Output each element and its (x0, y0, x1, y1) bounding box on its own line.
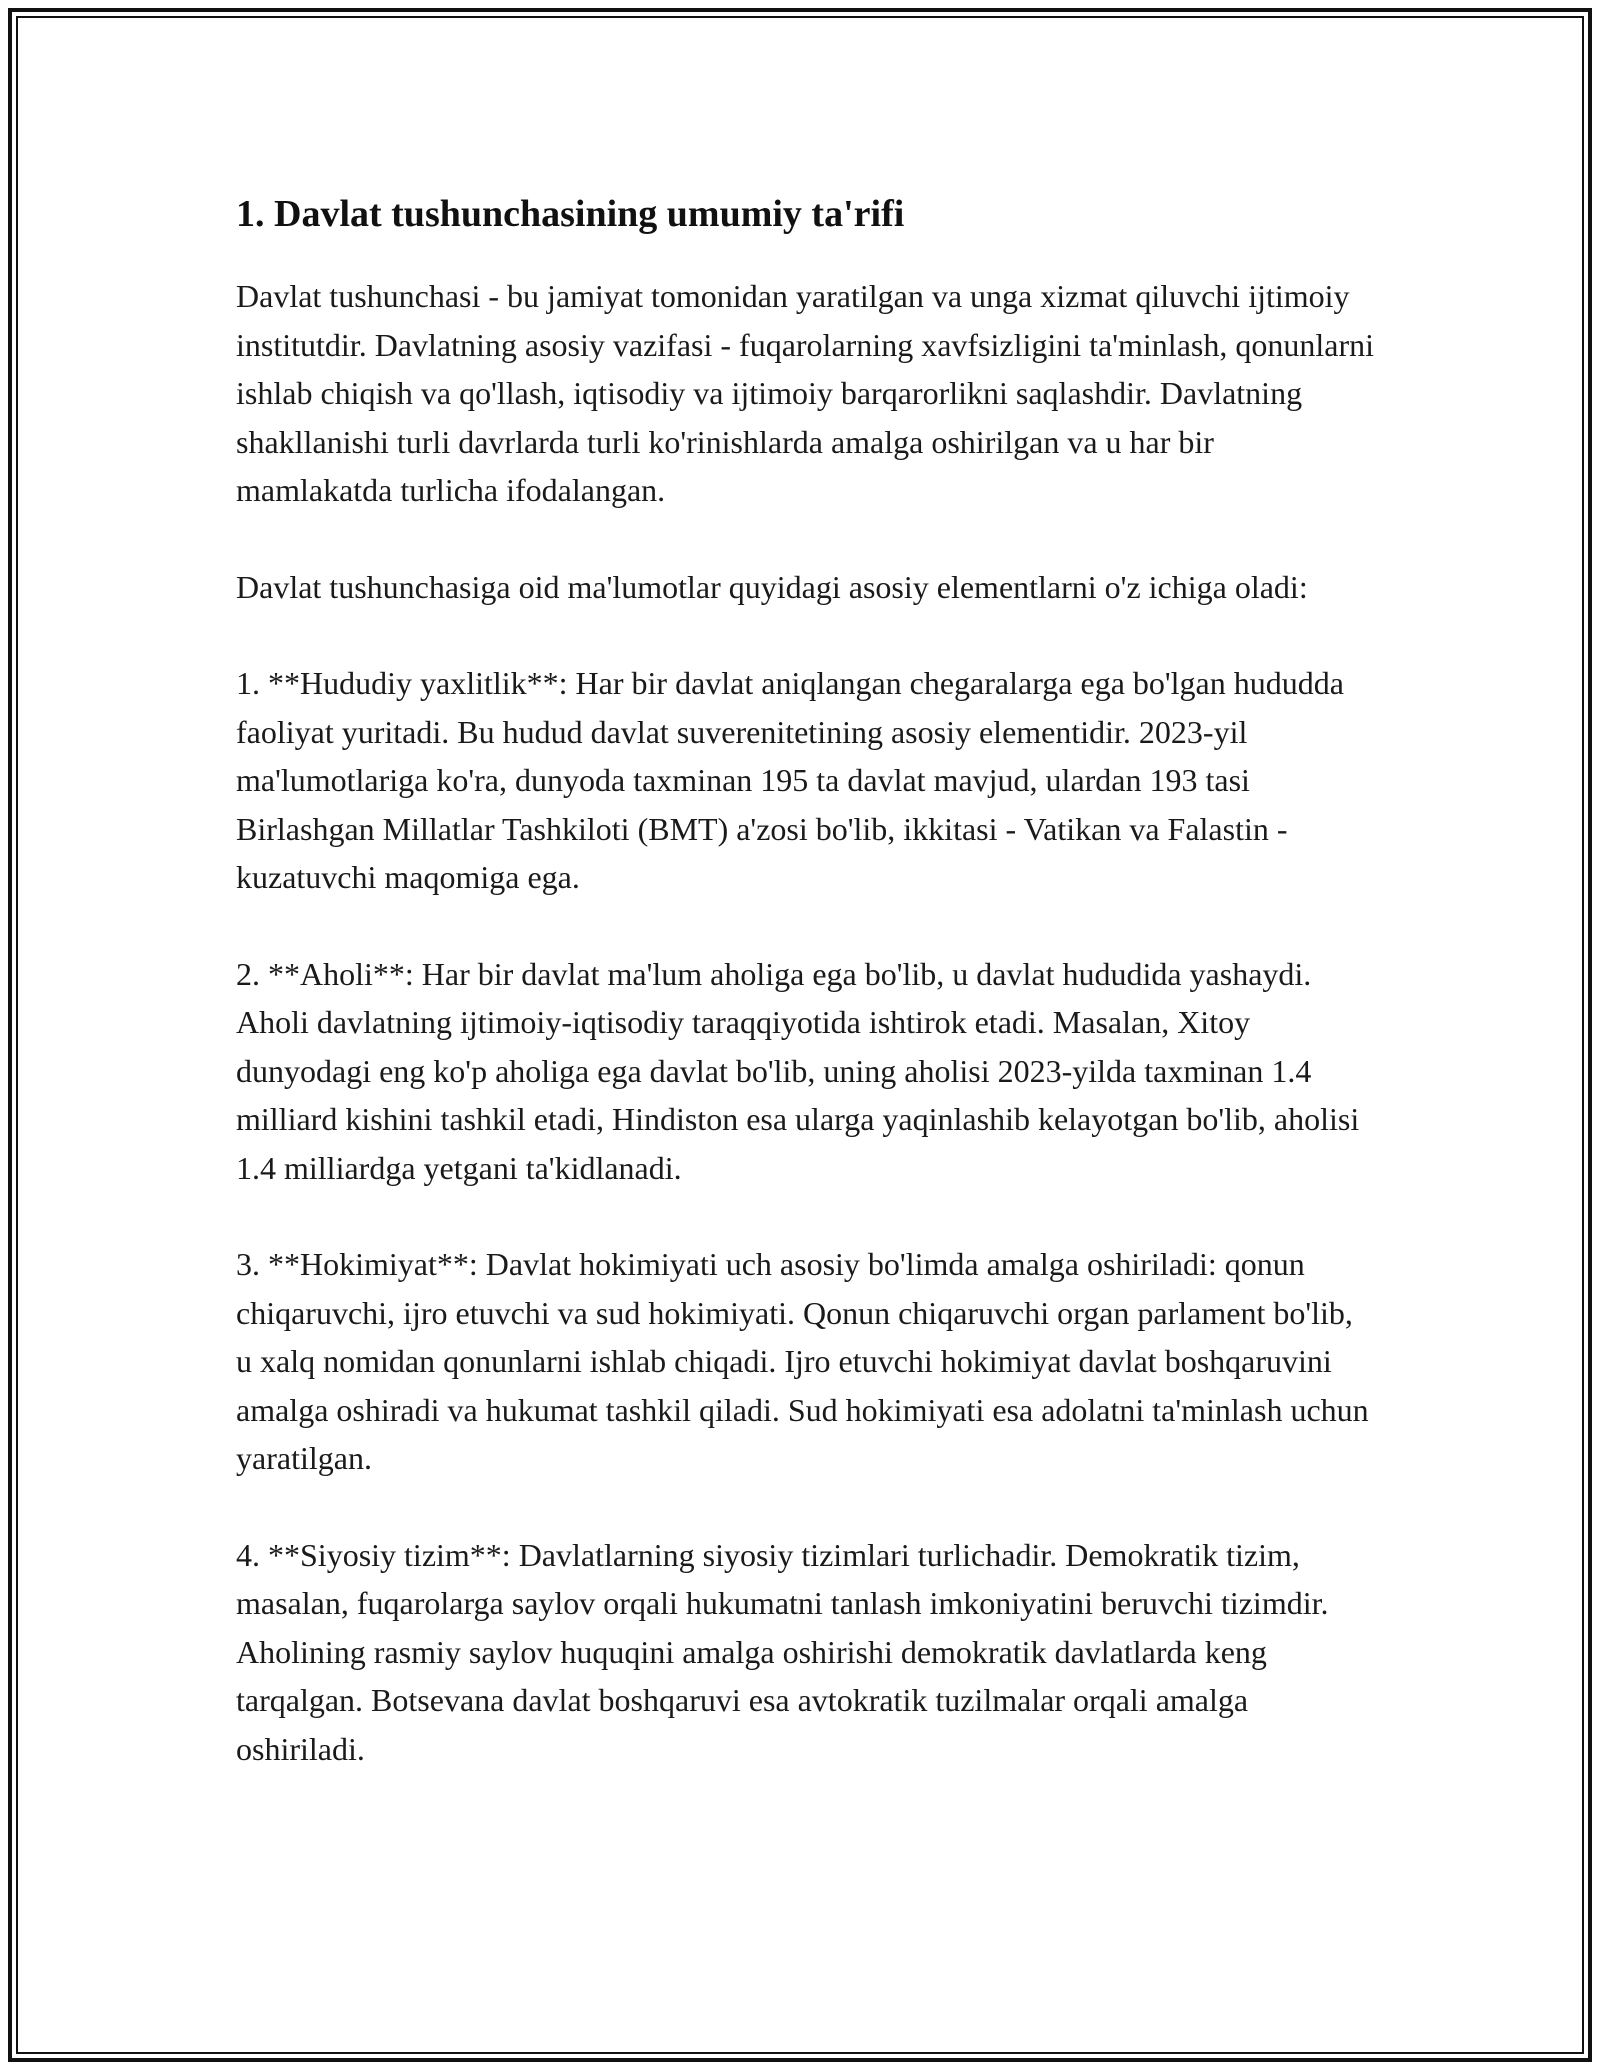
document-body (236, 188, 1376, 1821)
intro-paragraph: Davlat tushunchasi - bu jamiyat tomonidan yaratilgan va unga xizmat qiluvchi ijtimoiy institutdir. Davlatning asosiy vazifasi - fuqarolarning xavfsizligini ta'minlash, qonunlarni ishlab chiqish va qo'llash, iqtisodiy va ijtimoiy barqarorlikni saqlashdir. Davlatning shakllanishi turli davrlarda turli ko'rinishlarda amalga oshirilgan va u har bir mamlakatda turlicha ifodalangan. (236, 278, 1374, 508)
list-item-territory: 1. **Hududiy yaxlitlik**: Har bir davlat aniqlangan chegaralarga ega bo'lgan hududda faoliyat yuritadi. Bu hudud davlat suverenitetining asosiy elementidir. 2023-yil ma'lumotlariga ko'ra, dunyoda taxminan 195 ta davlat mavjud, ulardan 193 tasi Birlashgan Millatlar Tashkiloti (BMT) a'zosi bo'lib, ikkitasi - Vatikan va Falastin - kuzatuvchi maqomiga ega. (236, 665, 1344, 895)
list-item-population: 2. **Aholi**: Har bir davlat ma'lum aholiga ega bo'lib, u davlat hududida yashaydi. Aholi davlatning ijtimoiy-iqtisodiy taraqqiyotida ishtirok etadi. Masalan, Xitoy dunyodagi eng ko'p aholiga ega davlat bo'lib, uning aholisi 2023-yilda taxminan 1.4 milliard kishini tashkil etadi, Hindiston esa ularga yaqinlashib kelayotgan bo'lib, aholisi 1.4 milliardga yetgani ta'kidlanadi. (236, 955, 1360, 1186)
list-item-authority: 3. **Hokimiyat**: Davlat hokimiyati uch asosiy bo'limda amalga oshiriladi: qonun chiqaruvchi, ijro etuvchi va sud hokimiyati. Qonun chiqaruvchi organ parlament bo'lib, u xalq nomidan qonunlarni ishlab chiqadi. Ijro etuvchi hokimiyat davlat boshqaruvini amalga oshiradi va hukumat tashkil qiladi. Sud hokimiyati esa adolatni ta'minlash uchun yaratilgan. (236, 1246, 1369, 1476)
elements-lead-paragraph: Davlat tushunchasiga oid ma'lumotlar quyidagi asosiy elementlarni o'z ichiga oladi: (236, 568, 1308, 605)
section-heading: 1. Davlat tushunchasining umumiy ta'rifi (236, 193, 905, 235)
list-item-political-system: 4. **Siyosiy tizim**: Davlatlarning siyosiy tizimlari turlichadir. Demokratik tizim, masalan, fuqarolarga saylov orqali hukumatni tanlash imkoniyatini beruvchi tizimdir. Aholining rasmiy saylov huquqini amalga oshirishi demokratik davlatlarda keng tarqalgan. Botsevana davlat boshqaruvi esa avtokratik tuzilmalar orqali amalga oshiriladi. (236, 1536, 1329, 1767)
